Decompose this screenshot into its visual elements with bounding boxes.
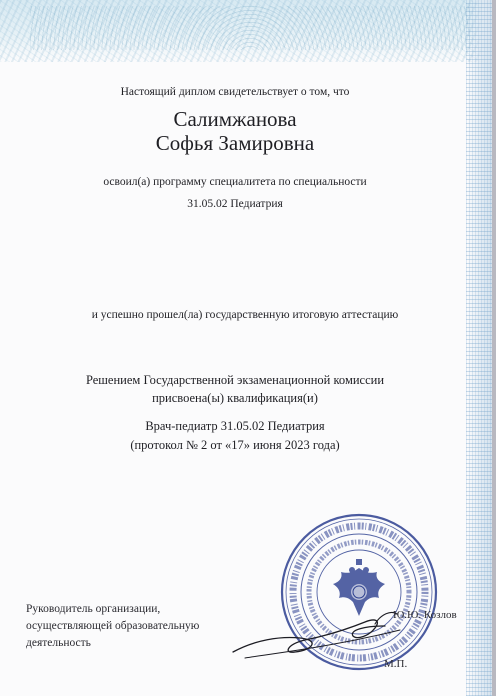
graduate-surname: Салимжанова: [173, 107, 297, 131]
protocol-text: (протокол № 2 от «17» июня 2023 года): [130, 438, 340, 452]
program-text: освоил(а) программу специалитета по специальности: [103, 176, 367, 188]
intro-text: Настоящий диплом свидетельствует о том, что: [120, 86, 350, 98]
qualification-text: Врач-педиатр 31.05.02 Педиатрия: [145, 419, 325, 433]
graduate-given-names: Софья Замировна: [155, 131, 315, 155]
page-edge: [492, 0, 496, 696]
signatory-label-line3: деятельность: [26, 637, 91, 649]
attestation-text: и успешно прошел(ла) государственную итоговую аттестацию: [91, 309, 399, 321]
signatory-label-line1: Руководитель организации,: [26, 603, 161, 615]
seal-place-label: М.П.: [384, 658, 408, 670]
decision-text-line2: присвоена(ы) квалификация(и): [152, 391, 318, 405]
signatory-label-line2: осуществляющей образовательную: [26, 620, 200, 632]
specialty-text: 31.05.02 Педиатрия: [187, 198, 283, 210]
signer-name: Ю.Ю. Козлов: [393, 609, 457, 621]
decision-text-line1: Решением Государственной экзаменационной комиссии: [85, 373, 385, 387]
security-pattern-band: [30, 6, 470, 50]
